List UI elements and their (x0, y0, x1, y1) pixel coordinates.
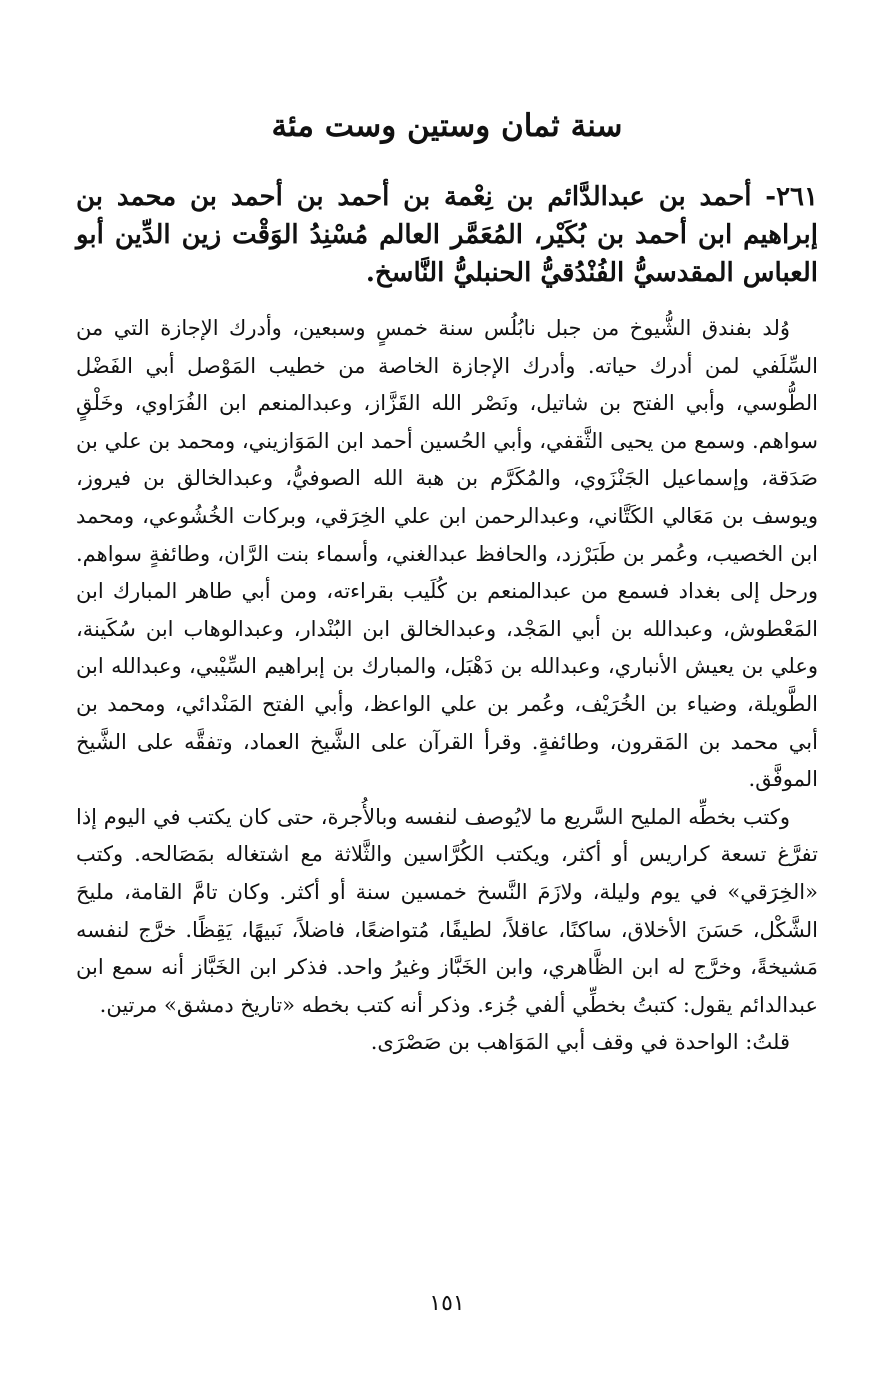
biography-entry-heading: ٢٦١- أحمد بن عبدالدَّائم بن نِعْمة بن أحمد بن أحمد بن محمد بن إبراهيم ابن أحمد بن بُكَيْر، المُعَمَّر العالم مُسْنِدُ الوَقْت زين الدِّين أبو العباس المقدسيُّ الفُنْدُقيُّ الحنبليُّ النَّاسخ. (76, 182, 818, 288)
page-number: ١٥١ (429, 1291, 465, 1316)
paragraph-2: وكتب بخطِّه المليح السَّريع ما لايُوصف لنفسه وبالأُجرة، حتى كان يكتب في اليوم إذا تفرَّغ تسعة كراريس أو أكثر، ويكتب الكُرَّاسين والثَّلاثة مع اشتغاله بمَصَالحه. وكتب «الخِرَقي» في يوم وليلة، ولازَمَ النَّسخ خمسين سنة أو أكثر. وكان تامَّ القامة، مليحَ الشَّكْل، حَسَنَ الأخلاق، ساكنًا، عاقلاً، لطيفًا، مُتواضعًا، فاضلاً، نَبيهًا، يَقِظًا. خرَّج لنفسه مَشيخةً، وخرَّج له ابن الظَّاهري، وابن الخَبَّاز وغيرُ واحد. فذكر ابن الخَبَّاز أنه سمع ابن عبدالدائم يقول: كتبتُ بخطِّي ألفي جُزء. وذكر أنه كتب بخطه «تاريخ دمشق» مرتين. (76, 804, 818, 1017)
paragraph-1: وُلد بفندق الشُّيوخ من جبل نابُلُس سنة خمسٍ وسبعين، وأدرك الإجازة التي من السِّلَفي لمن أدرك حياته. وأدرك الإجازة الخاصة من خطيب المَوْصل أبي الفَضْل الطُّوسي، وأبي الفتح بن شاتيل، ونَصْر الله القَزَّاز، وعبدالمنعم ابن الفُرَاوي، وخَلْقٍ سواهم. وسمع من يحيى الثَّقفي، وأبي الحُسين أحمد ابن المَوَازيني، ومحمد بن علي بن صَدَقة، وإسماعيل الجَنْزَوي، والمُكَرَّم بن هبة الله الصوفيُّ، وعبدالخالق بن فيروز، ويوسف بن مَعَالي الكَتَّاني، وعبدالرحمن ابن علي الخِرَقي، وبركات الخُشُوعي، ومحمد ابن الخصيب، وعُمر بن طَبَرْزد، والحافظ عبدالغني، وأسماء بنت الرَّان، وطائفةٍ سواهم. ورحل إلى بغداد فسمع من عبدالمنعم بن كُلَيب بقراءته، ومن أبي طاهر المبارك ابن المَعْطوش، وعبدالله بن أبي المَجْد، وعبدالخالق ابن البُنْدار، وعبدالوهاب ابن سُكَينة، وعلي بن يعيش الأنباري، وعبدالله بن دَهْبَل، والمبارك بن إبراهيم السِّيْبي، وعبدالله ابن الطَّويلة، وضياء بن الخُرَيْف، وعُمر بن علي الواعظ، وأبي الفتح المَنْدائي، ومحمد بن أبي محمد بن المَقرون، وطائفةٍ. وقرأ القرآن على الشَّيخ العماد، وتفقَّه على الشَّيخ الموفَّق. (76, 316, 818, 792)
paragraph-3: قلتُ: الواحدة في وقف أبي المَوَاهب بن صَصْرَى. (370, 1030, 790, 1055)
section-title: سنة ثمان وستين وست مئة (271, 108, 623, 144)
biography-body (76, 310, 818, 1062)
